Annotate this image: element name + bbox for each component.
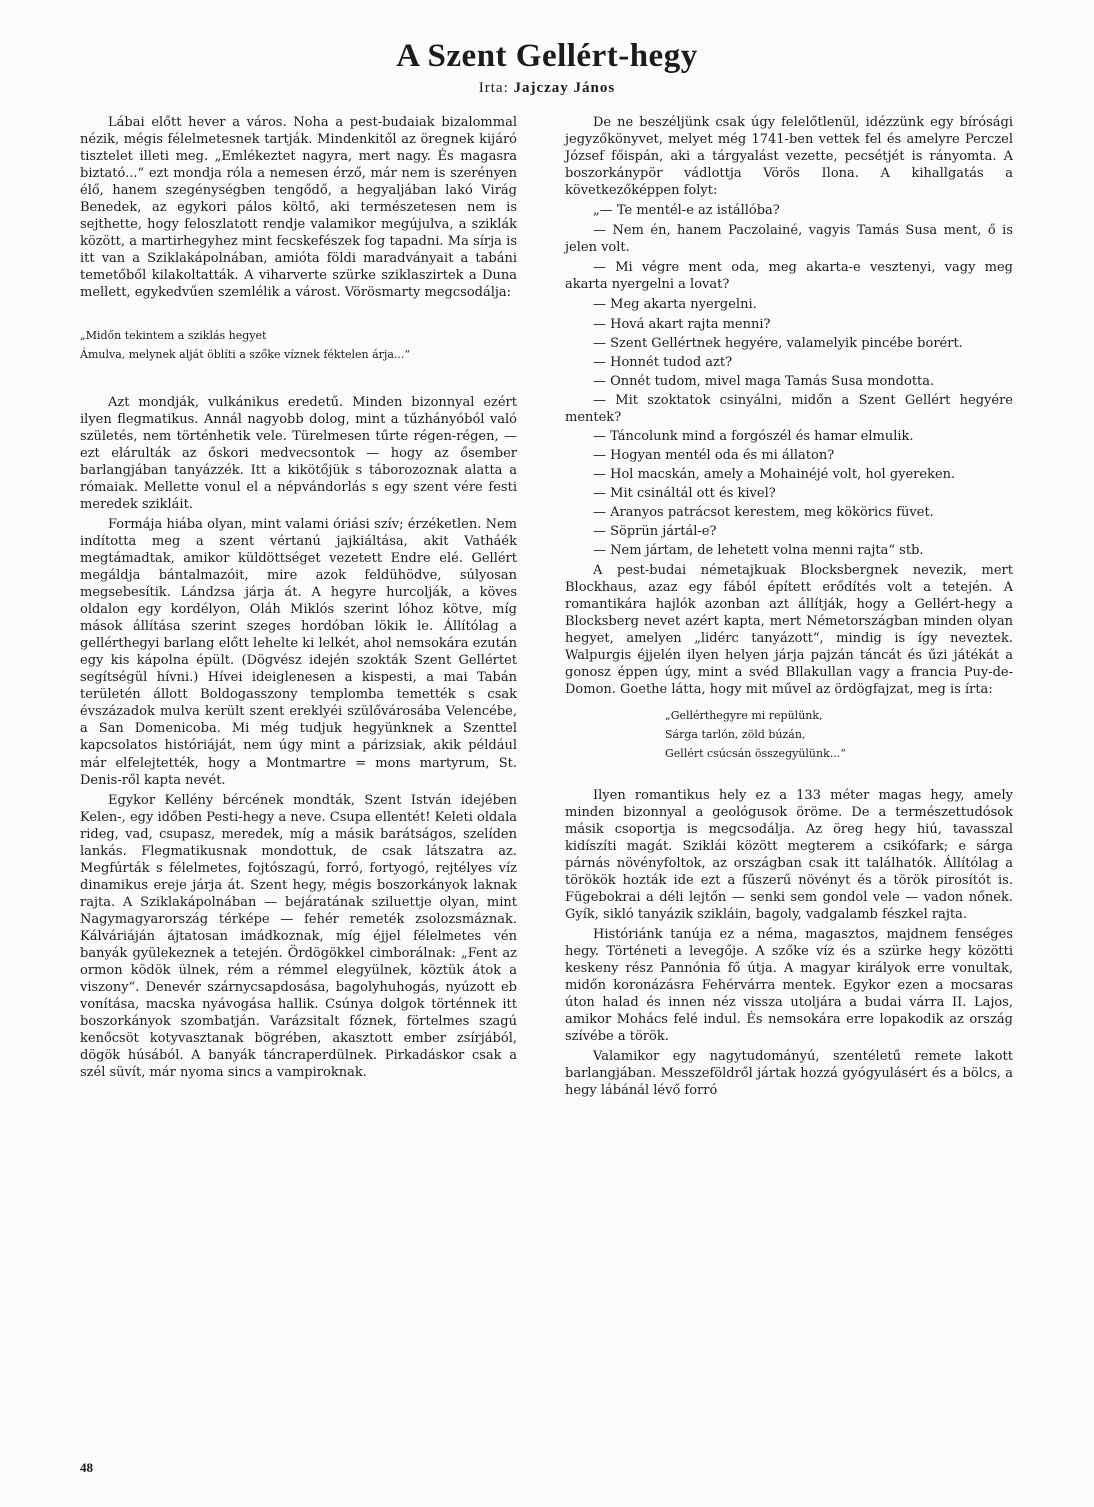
dialogue-line: — Mi végre ment oda, meg akarta-e vesztenyi, vagy meg akarta nyergelni a lovat? [565,260,1013,293]
quote-line: Gellért csúcsán összegyülünk...“ [665,746,846,760]
quote-line: „Midőn tekintem a sziklás hegyet [80,328,267,342]
dialogue-line: — Onnét tudom, mivel maga Tamás Susa mondotta. [593,373,935,389]
right-paragraph-5: Valamikor egy nagytudományú, szentéletű remete lakott barlangjában. Messzeföldről jártak hozzá gyógyulásért és a bölcs, a hegy lábánál lévő forró [565,1049,1013,1099]
dialogue-line: — Nem jártam, de lehetett volna menni rajta“ stb. [593,543,924,559]
dialogue-line: — Hová akart rajta menni? [593,316,771,332]
page-number: 48 [80,1460,93,1475]
byline [0,80,1094,97]
dialogue-line: — Szent Gellértnek hegyére, valamelyik pincébe borért. [593,335,963,351]
dialogue-line: — Mit csináltál ott és kivel? [593,485,776,501]
right-paragraph-3: Ilyen romantikus hely ez a 133 méter magas hegy, amely minden bizonnyal a geológusok öröme. De a természettudósok másik csoportja is megcsodálja. Az öreg hegy hiú, tavasszal kidíszíti magát. Sziklái között megterem a csikófark; e sárga párnás növényfoltok, az országban csak itt találhatók. Állítólag a törökök hozták ide ezt a fűszerű növényt és a török pirosítót is. Fügebokrai a déli lejtőn — senki sem gondol vele — vadon nőnek. Gyík, sikló tanyázik szikláin, bagoly, vadgalamb fészkel rajta. [565,787,1013,922]
dialogue-line: — Söprün jártál-e? [593,524,717,540]
dialogue-line: „— Te mentél-e az istállóba? [593,203,780,219]
quote-line: „Gellérthegyre mi repülünk, [665,708,823,722]
right-paragraph-2: A pest-budai németajkuak Blocksbergnek nevezik, mert Blockhaus, azaz egy fából épített erődítés volt a tetején. A romantikára hajlók azonban azt állítják, hogy a Gellért-hegy a Blocksberg nevet azért kapta, mert Németországban minden olyan hegyet, amelyen „lidérc tanyázott“, mindig is így neveztek. Walpurgis éjjelén ilyen helyen járja pajzán táncát és űzi játékát a gonosz éppen úgy, mint a svéd Bllakullan vagy a francia Puy-de-Domon. Goethe látta, hogy mit művel az ördögfajzat, meg is írta: [565,563,1013,698]
goethe-quote [665,706,1013,763]
dialogue-line: — Táncolunk mind a forgószél és hamar elmulik. [593,428,914,444]
dialogue-line: — Nem én, hanem Paczolainé, vagyis Tamás Susa ment, ő is jelen volt. [565,223,1013,256]
dialogue-line: — Honnét tudod azt? [593,354,733,370]
left-paragraph-2: Azt mondják, vulkánikus eredetű. Minden bizonnyal ezért ilyen flegmatikus. Annál nagyobb dolog, mint a tűzhányóból való születés, nem történhetik vele. Türelmesen tűrte régen-régen, — ezt elárulták az őskori medvecsontok — hogy az ősember barlangjában tanyázzék. Itt a kikötőjük s táborozoznak alatta a rómaiak. Mellette vonul el a népvándorlás s egy szent vére festi meredek szikláit. [80,394,517,512]
left-paragraph-3: Formája hiába olyan, mint valami óriási szív; érzéketlen. Nem indította meg a szent vértanú jajkiáltása, akit Vatháék megtámadtak, amikor küldöttséget vezetett Endre elé. Gellért megáldja bántalmazóit, mire azok feldühödve, súlyosan megsebesítik. Lándzsa járja át. A hegyre hurcolják, a köves oldalon egy kordélyon, Oláh Miklós szerint lóhoz kötve, míg mások állítása szerint szeges hordóban lökik le. Állítólag a gellérthegyi barlang előtt lehelte ki lelkét, ahol nemsokára ezután egy kis kápolna épült. (Dögvész idején szokták Szent Gellértet segítségül hívni.) Hívei ideiglenesen a kispesti, a mai Tabán területén állott Boldogasszony templomba temették s csak évszázadok mulva került szent ereklyéi szülővárosába Velencébe, a San Domenicoba. Mi még tudjuk hegyünknek a Szenttel kapcsolatos históriáját, nem úgy mint a párizsiak, akik például már elfelejtették, hogy a Montmartre = mons martyrum, St. Denis-ről kapta nevét. [80,516,517,788]
article-title: A Szent Gellért-hegy [396,38,698,74]
quote-line: Sárga tarlón, zöld búzán, [665,727,806,741]
vorosmarty-quote [80,326,517,364]
dialogue-line: — Meg akarta nyergelni. [593,297,757,313]
byline-prefix: Irta: [478,80,509,96]
left-paragraph-1: Lábai előtt hever a város. Noha a pest-budaiak bizalommal nézik, mégis félelmetesnek tartják. Mindenkitől az öregnek kijáró tisztelet illeti meg. „Emlékeztet nagyra, mert nagy. És magasra biztató...“ ezt mondja róla a nemesen érző, már nem is szerényen élő, hanem szegénységben tengődő, a hegyaljában lakó Virág Benedek, az egykori pálos költő, aki természetesen nem is sejthette, hogy feloszlatott rendje valamikor megújulva, a sziklák között, a martirhegyhez mint fecskefészek fog tapadni. Ma sírja is itt van a Sziklakápolnában, amióta földi maradványait a tabáni temetőből kilakoltatták. A viharverte szürke sziklaszirtek a Duna mellett, egykedvűen szemlélik a várost. Vörösmarty megcsodálja: [80,115,517,301]
left-paragraph-4: Egykor Kellény bércének mondták, Szent István idejében Kelen-, egy időben Pesti-hegy a neve. Csupa ellentét! Keleti oldala rideg, vad, csupasz, meredek, míg a másik barátságos, szelíden lankás. Flegmatikusnak mondottuk, de csak látszatra az. Megfúrták s félelmetes, fojtószagú, forró, fortyogó, rejtélyes víz dinamikus ereje járja át. Szent hegy, mégis boszorkányok laknak rajta. A Sziklakápolnában — bejáratának sziluettje olyan, mint Nagymagyarország térképe — fehér remeték zsolozsmáznak. Kálváriáján ájtatosan imádkoznak, míg éjjel félelmetes vén banyák gyülekeznek a tetején. Ördögökkel cimborálnak: „Fent az ormon ködök ülnek, rém a rémmel elegyülnek, köztük átok a viszony“. Denevér szárnycsapdosása, bagolyhuhogás, nyúzott eb vonítása, macska nyávogása hallik. Csúnya dolgok történnek itt boszorkányok szombatján. Varázsitalt főznek, förtelmes szagú kenőcsöt kotyvasztanak bögrében, akasztott ember zsírjából, dögök húsából. A banyák táncraperdülnek. Pirkadáskor csak a szél süvít, már nyoma sincs a vampiroknak. [80,792,517,1081]
quote-line: Ámulva, melynek alját öblíti a szőke víznek féktelen árja...“ [80,347,411,361]
left-column [80,114,517,1081]
right-paragraph-4: Históriánk tanúja ez a néma, magasztos, majdnem fenséges hegy. Történeti a levegője. A szőke víz és a szürke hegy közötti keskeny rész Pannónia fő útja. A magyar királyok erre vonultak, midőn koronázásra Fehérvárra mentek. Egykor ezen a mocsaras úton halad és innen néz vissza utoljára a budai várra II. Lajos, amikor Mohács felé indul. És nemsokára erre lopakodik az ország szívébe a török. [565,926,1013,1045]
right-column [565,114,1013,1099]
author-name: Jajczay János [513,80,616,96]
dialogue-line: — Mit szoktatok csinyálni, midőn a Szent Gellért hegyére mentek? [565,392,1013,425]
dialogue-line: — Hol macskán, amely a Mohainéjé volt, hol gyereken. [593,466,956,482]
right-paragraph-1: De ne beszéljünk csak úgy felelőtlenül, idézzünk egy bírósági jegyzőkönyvet, melyet még 1741-ben vettek fel és amelyre Perczel József főispán, aki a tárgyalást vezette, pecsétjét is rányomta. A boszorkánypör vádlottja Vörös Ilona. A kihallgatás a következőképpen folyt: [565,115,1013,199]
dialogue-line: — Hogyan mentél oda és mi állaton? [593,447,835,463]
dialogue-line: — Aranyos patrácsot kerestem, meg kökörics füvet. [593,504,934,520]
interrogation-dialogue [565,202,1013,559]
